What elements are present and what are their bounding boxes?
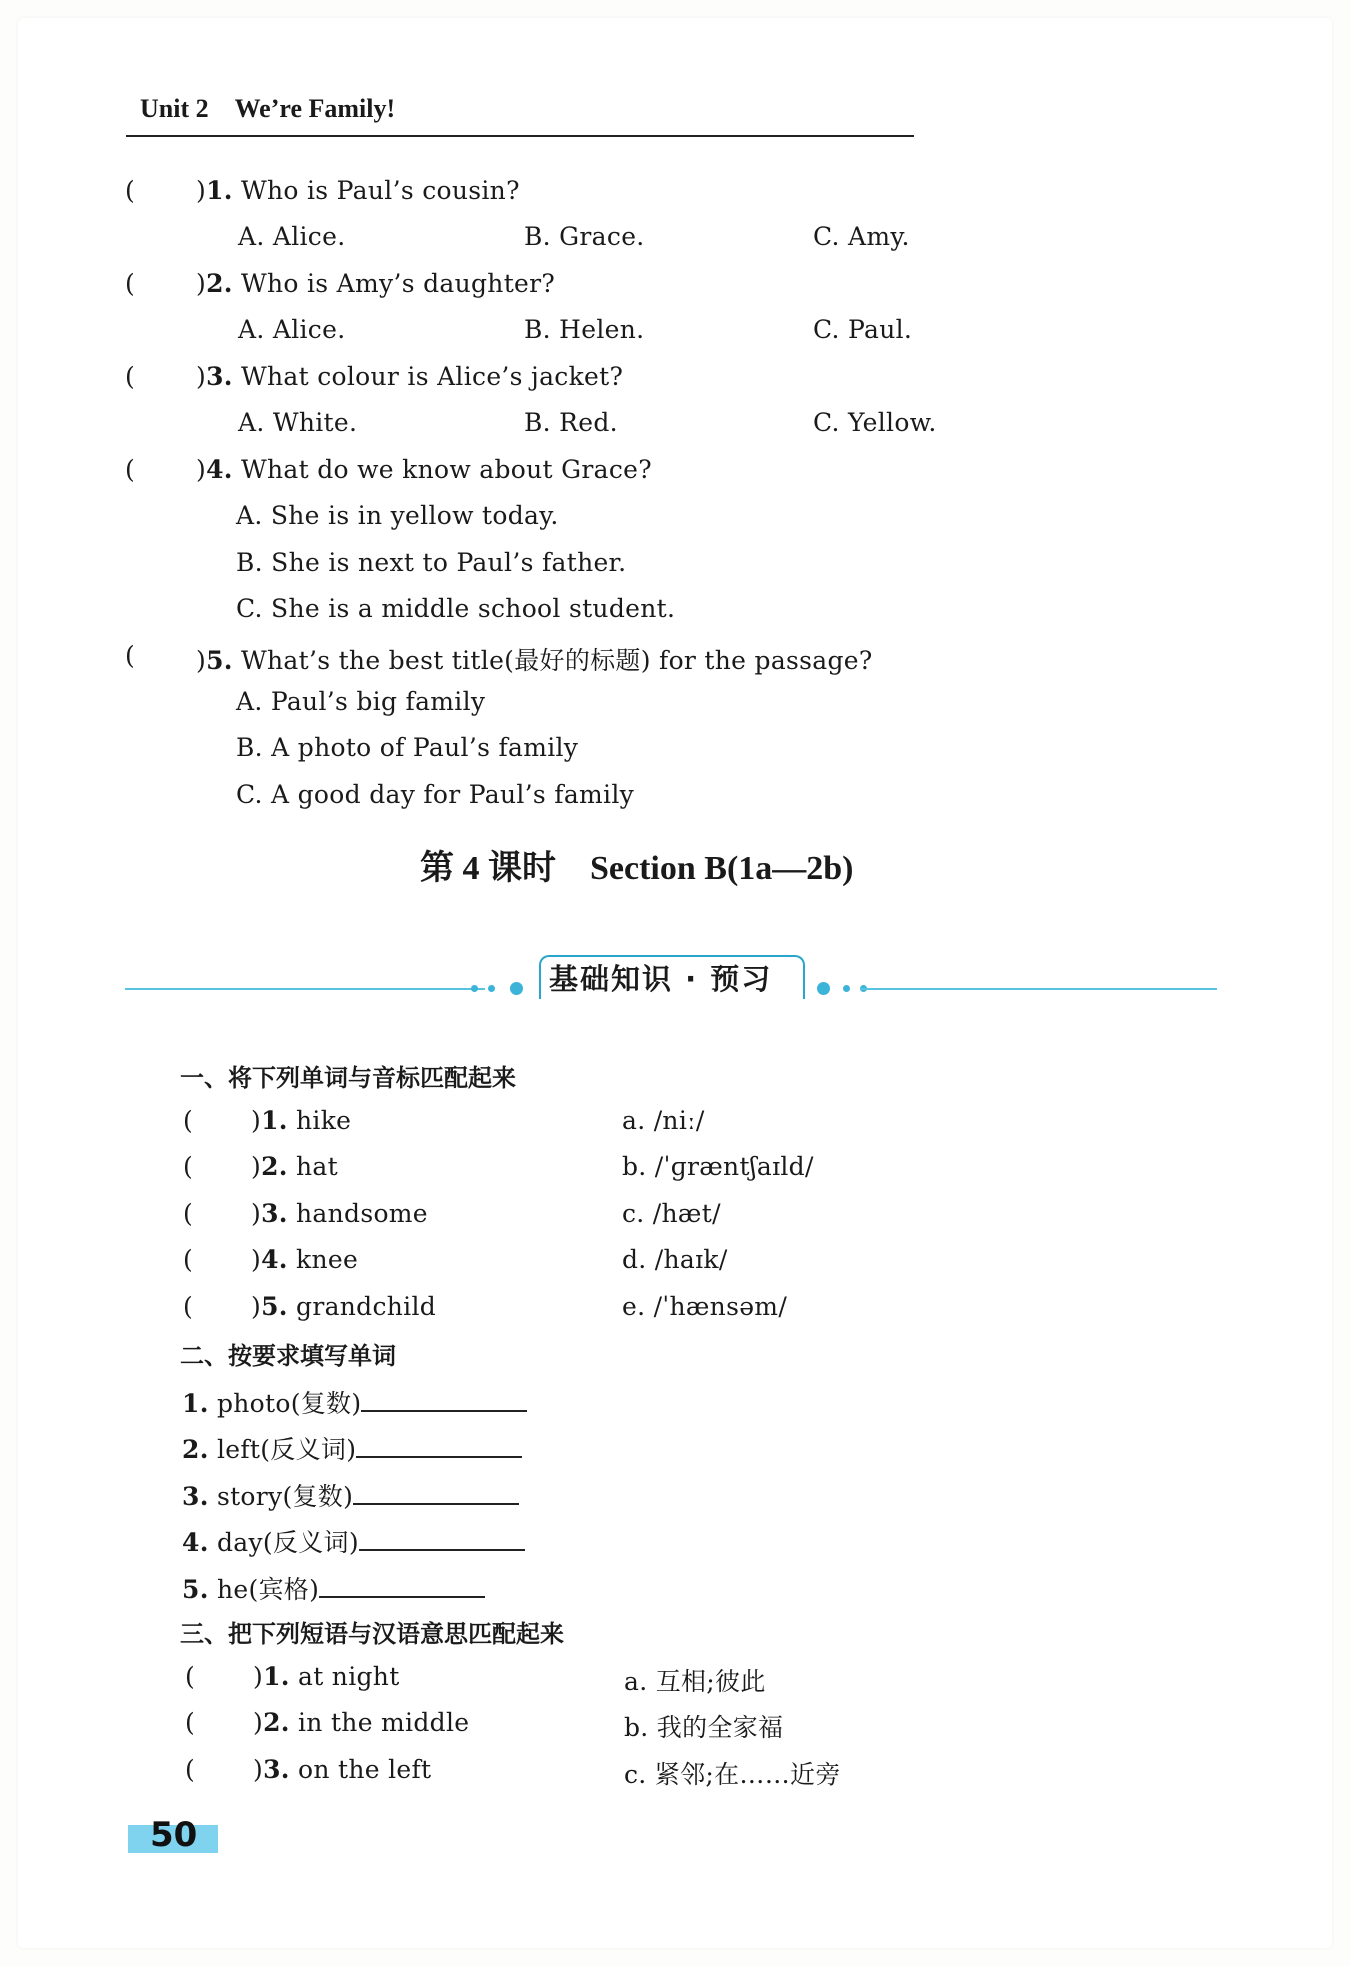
question-2: )2. Who is Amy’s daughter?	[196, 269, 556, 298]
banner-line-right	[860, 988, 1217, 990]
answer-paren-open: (	[125, 362, 135, 391]
part3-item-2: )2. in the middle	[253, 1708, 470, 1737]
part2-item-4: 4. day(反义词)	[182, 1523, 525, 1559]
q5-option-c: C. A good day for Paul’s family	[236, 780, 635, 809]
part1-answer-a: a. /niː/	[622, 1106, 705, 1135]
question-1: )1. Who is Paul’s cousin?	[196, 176, 520, 205]
part2-heading: 二、按要求填写单词	[180, 1342, 396, 1370]
answer-paren-open: (	[125, 176, 135, 205]
q5-option-a: A. Paul’s big family	[236, 687, 486, 716]
answer-blank[interactable]	[361, 1390, 527, 1412]
banner-dot	[510, 982, 523, 995]
q3-option-c: C. Yellow.	[813, 408, 937, 437]
answer-blank[interactable]	[359, 1529, 525, 1551]
lesson-title: 第 4 课时 Section B(1a—2b)	[420, 850, 854, 887]
q5-option-b: B. A photo of Paul’s family	[236, 733, 579, 762]
part1-item-4: )4. knee	[251, 1245, 359, 1274]
part3-answer-a: a. 互相;彼此	[624, 1667, 766, 1696]
part2-item-2: 2. left(反义词)	[182, 1430, 522, 1466]
answer-paren-open: (	[183, 1152, 193, 1181]
question-4: )4. What do we know about Grace?	[196, 455, 652, 484]
part1-heading: 一、将下列单词与音标匹配起来	[180, 1064, 516, 1092]
header-divider	[126, 135, 914, 137]
answer-blank[interactable]	[319, 1576, 485, 1598]
answer-paren-open: (	[183, 1106, 193, 1135]
part3-item-3: )3. on the left	[253, 1755, 432, 1784]
answer-paren-open: (	[185, 1708, 195, 1737]
part2-item-3: 3. story(复数)	[182, 1477, 519, 1513]
part1-answer-c: c. /hæt/	[622, 1199, 721, 1228]
answer-paren-open: (	[125, 455, 135, 484]
answer-paren-open: (	[183, 1292, 193, 1321]
q3-option-b: B. Red.	[524, 408, 618, 437]
q4-option-b: B. She is next to Paul’s father.	[236, 548, 627, 577]
unit-title: Unit 2 We’re Family!	[140, 94, 396, 123]
answer-blank[interactable]	[356, 1436, 522, 1458]
banner-dot	[471, 985, 478, 992]
answer-paren-open: (	[185, 1755, 195, 1784]
q2-option-a: A. Alice.	[238, 315, 346, 344]
banner-title: 基础知识 · 预习	[549, 962, 773, 996]
question-3: )3. What colour is Alice’s jacket?	[196, 362, 624, 391]
part3-heading: 三、把下列短语与汉语意思匹配起来	[180, 1620, 564, 1648]
page-number: 50	[150, 1815, 198, 1855]
part1-answer-b: b. /ˈɡræntʃaɪld/	[622, 1152, 814, 1181]
banner-dot	[817, 982, 830, 995]
part3-answer-c: c. 紧邻;在……近旁	[624, 1760, 841, 1789]
part1-item-2: )2. hat	[251, 1152, 338, 1181]
q4-option-c: C. She is a middle school student.	[236, 594, 676, 623]
answer-blank[interactable]	[353, 1483, 519, 1505]
banner-dot	[843, 985, 850, 992]
question-5: )5. What’s the best title(最好的标题) for the passage?	[196, 646, 873, 675]
q1-option-b: B. Grace.	[524, 222, 645, 251]
part1-item-5: )5. grandchild	[251, 1292, 437, 1321]
part1-answer-d: d. /haɪk/	[622, 1245, 728, 1274]
part3-item-1: )1. at night	[253, 1662, 400, 1691]
q3-option-a: A. White.	[238, 408, 358, 437]
part3-answer-b: b. 我的全家福	[624, 1713, 784, 1742]
part2-item-1: 1. photo(复数)	[182, 1384, 527, 1420]
q2-option-b: B. Helen.	[524, 315, 645, 344]
answer-paren-open: (	[125, 269, 135, 298]
q1-option-c: C. Amy.	[813, 222, 910, 251]
part1-answer-e: e. /ˈhænsəm/	[622, 1292, 788, 1321]
banner-line-left	[125, 988, 485, 990]
q4-option-a: A. She is in yellow today.	[236, 501, 559, 530]
banner-dot	[488, 985, 495, 992]
answer-paren-open: (	[185, 1662, 195, 1691]
answer-paren-open: (	[125, 641, 135, 670]
q2-option-c: C. Paul.	[813, 315, 913, 344]
answer-paren-open: (	[183, 1245, 193, 1274]
part1-item-1: )1. hike	[251, 1106, 352, 1135]
part1-item-3: )3. handsome	[251, 1199, 428, 1228]
answer-paren-open: (	[183, 1199, 193, 1228]
part2-item-5: 5. he(宾格)	[182, 1570, 485, 1606]
q1-option-a: A. Alice.	[238, 222, 346, 251]
